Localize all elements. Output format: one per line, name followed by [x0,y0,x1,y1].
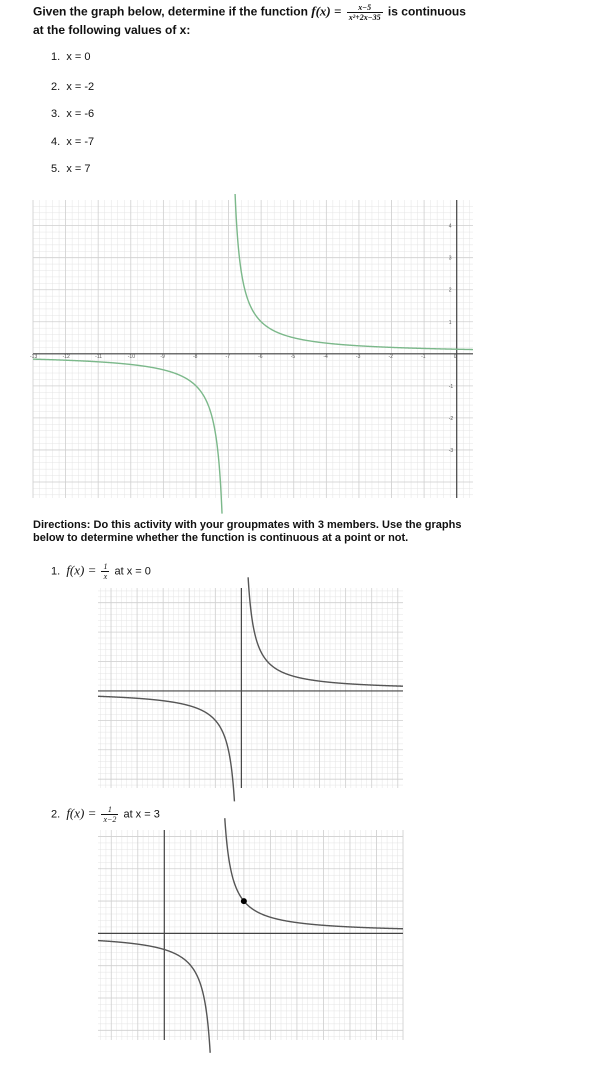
fraction-denominator: x²+2x−35 [348,13,381,22]
x-tick-label: -3 [355,353,361,360]
x-tick-label: -7 [225,353,231,360]
question-line2: at the following values of x: [33,23,191,37]
problem-1-graph [98,588,403,788]
y-tick-label: -1 [448,383,454,390]
directions-text: Directions: Do this activity with your groupmates with 3 members. Use the graphs below to determine whether the function is continuous at a point or not. [33,519,462,544]
list-item: 2. x = -2 [51,81,95,93]
marked-point [241,898,247,904]
y-tick-label: -2 [448,415,454,422]
left-branch-curve [98,941,210,1053]
x-tick-label: -9 [160,353,165,360]
y-tick-label: 2 [448,287,452,294]
fraction-numerator: x−5 [347,3,383,13]
x-tick-label: 0 [453,353,457,360]
problem-2-graph [98,830,403,1040]
question-text [33,3,593,38]
x-tick-label: -4 [323,353,328,360]
x-tick-label: -5 [290,353,296,360]
question-prefix: Given the graph below, determine if the function [33,4,308,19]
list-item: 3. x = -6 [51,108,95,120]
list-item: 1. x = 0 [51,51,91,63]
problem-1-label: 1. f(x) = $\frac{1}{x}$ at x = 0 [51,562,151,581]
x-tick-label: -10 [127,353,136,360]
function-fraction [347,3,383,22]
x-tick-label: -1 [421,353,426,360]
x-tick-label: -2 [388,353,393,360]
list-item: 5. x = 7 [51,163,91,175]
y-tick-label: -3 [448,447,454,454]
left-branch-curve [33,359,222,513]
main-graph [30,200,473,498]
list-item: 4. x = -7 [51,136,95,148]
x-tick-label: -6 [258,353,263,360]
x-tick-label: -13 [30,353,38,360]
question-suffix: is continuous [387,4,466,19]
y-tick-label: 3 [448,255,452,262]
y-tick-label: 1 [448,319,452,326]
x-tick-label: -12 [62,353,70,360]
left-branch-curve [98,696,234,801]
x-tick-label: -8 [192,353,198,360]
function-name: f(x) = [311,3,342,19]
x-tick-label: -11 [95,353,103,360]
y-tick-label: 4 [448,223,452,230]
problem-2-label: 2. f(x) = $\frac{1}{x-2}$ at x = 3 [51,805,160,824]
